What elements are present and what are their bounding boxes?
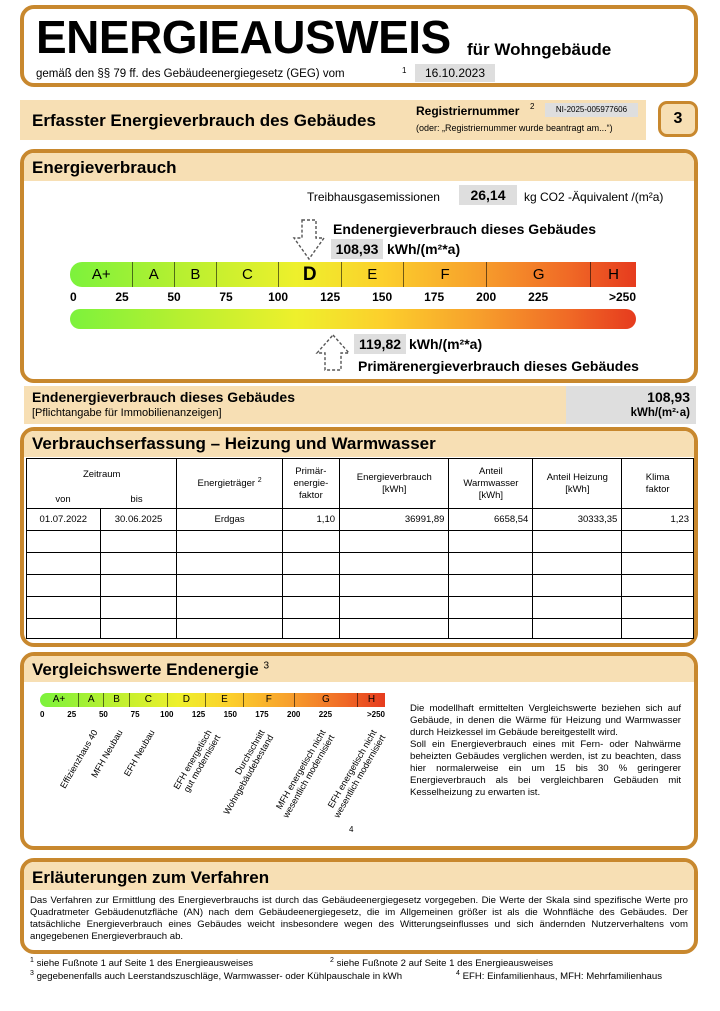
header-bis: bis — [130, 494, 143, 505]
compare-title — [32, 660, 269, 680]
reg-number: NI-2025-005977606 — [545, 103, 638, 117]
building-type-label: MFH Neubau — [89, 728, 125, 780]
class-label-d: D — [278, 262, 340, 287]
scale-tick: 125 — [320, 290, 341, 304]
class-label-c: C — [216, 262, 278, 287]
footnote-4-text: EFH: Einfamilienhaus, MFH: Mehrfamilienhaus — [462, 971, 662, 983]
header-zeitraum: Zeitraum — [82, 469, 121, 480]
building-type-label: MFH energetisch nicht wesentlich modernisiert — [274, 728, 337, 820]
cell-ww: 6658,54 — [449, 509, 533, 531]
primary-energy-indicator — [315, 334, 351, 372]
footnote-2 — [330, 957, 553, 969]
scale-tick: 100 — [268, 290, 289, 304]
explain-title: Erläuterungen zum Verfahren — [32, 868, 270, 887]
compare-title-sup: 3 — [263, 660, 270, 672]
cell-traeger: Erdgas — [177, 509, 282, 531]
table-row-empty — [27, 619, 694, 639]
class-label-f: F — [243, 693, 294, 707]
end-energy-value: 108,93 — [331, 239, 383, 259]
footnote-4 — [456, 970, 662, 982]
scale-tick: 225 — [318, 710, 333, 719]
legal-basis: gemäß den §§ 79 ff. des Gebäudeenergiegesetz (GEG) vom — [36, 68, 345, 80]
scale-tick: 125 — [191, 710, 206, 719]
footnote-3-text: gegebenenfalls auch Leerstandszuschläge, Warmwasser- oder Kühlpauschale in kWh — [36, 971, 403, 983]
scale-tick: 100 — [160, 710, 174, 719]
class-label-c: C — [129, 693, 167, 707]
compare-class-labels — [40, 693, 385, 707]
scale-tick: 175 — [424, 290, 445, 304]
header-traeger-sup: 2 — [257, 477, 262, 485]
explain-text: Das Verfahren zur Ermittlung des Energieverbrauchs ist durch das Gebäudeenergiegesetz vorgegeben. Die Werte der Skala sind spezifische Werte pro Quadratmeter Gebäudenutzfläche (AN) nach dem Gebäudeenergiegesetz, die im Allgemeinen größer ist als die Wohnfläche des Gebäudes. Der tatsächliche Energieverbrauch eines Gebäudes weicht insbesondere wegen des Witterungseinflusses und sich ändernden Nutzerverhaltens vom angegebenen Energieverbrauch ab. — [30, 895, 688, 942]
scale-tick: 75 — [219, 290, 233, 304]
class-label-e: E — [205, 693, 243, 707]
primary-energy-label: Primärenergieverbrauch dieses Gebäudes — [358, 358, 639, 374]
class-label-g: G — [294, 693, 357, 707]
building-type-label: EFH energetisch nicht wesentlich modernisiert — [325, 728, 388, 820]
scale-tick: >250 — [608, 290, 636, 304]
scale-tick: 150 — [223, 710, 237, 719]
class-label-e: E — [341, 262, 403, 287]
footnote-1 — [30, 957, 253, 969]
building-type-label: EFH Neubau — [121, 728, 157, 779]
class-label-f: F — [403, 262, 486, 287]
class-label-d: D — [167, 693, 205, 707]
scale-tick: 0 — [40, 710, 45, 719]
table-row — [27, 509, 694, 531]
endbox-label: Endenergieverbrauch dieses Gebäudes — [32, 389, 295, 405]
scale-tick: 225 — [528, 290, 549, 304]
ghg-unit: kg CO2 -Äquivalent /(m²a) — [524, 190, 664, 204]
footnote-2-mark: 2 — [330, 957, 334, 964]
endbox-unit: kWh/(m²·a) — [630, 407, 690, 419]
table-row-empty — [27, 531, 694, 553]
page-number: 3 — [658, 101, 698, 137]
end-energy-indicator — [292, 219, 326, 261]
header-von: von — [55, 494, 71, 505]
energy-title: Energieverbrauch — [32, 158, 177, 177]
primary-energy-unit: kWh/(m²*a) — [409, 336, 483, 352]
compare-ticks — [40, 710, 385, 722]
consumption-table — [26, 458, 694, 639]
endbox-note: [Pflichtangabe für Immobilienanzeigen] — [32, 407, 222, 419]
scale-tick: 175 — [255, 710, 269, 719]
cell-bis: 30.06.2025 — [100, 509, 177, 531]
header-heizung: Anteil Heizung [kWh] — [533, 459, 622, 509]
class-label-h: H — [357, 693, 385, 707]
header-primaer: Primär- energie- faktor — [282, 459, 339, 509]
building-type-label: Durchschnitt Wohngebäudebestand — [221, 728, 276, 817]
scale-tick: 75 — [130, 710, 140, 719]
section-head-title: Erfasster Energieverbrauch des Gebäudes — [32, 111, 376, 130]
end-energy-unit: kWh/(m²*a) — [387, 241, 461, 257]
footnote-1-text: siehe Fußnote 1 auf Seite 1 des Energieausweises — [36, 958, 254, 970]
endbox-value: 108,93 — [647, 389, 690, 405]
reg-sup: 2 — [530, 102, 535, 111]
class-labels — [70, 262, 636, 287]
end-energy-label: Endenergieverbrauch dieses Gebäudes — [333, 221, 596, 237]
primary-energy-value: 119,82 — [354, 334, 406, 354]
class-label-aplus: A+ — [91, 266, 111, 283]
primary-scale-bar — [70, 309, 636, 329]
class-label-a: A — [78, 693, 103, 707]
page-title: ENERGIEAUSWEIS — [36, 11, 451, 63]
scale-tick: 0 — [70, 290, 77, 304]
issue-date: 16.10.2023 — [415, 64, 495, 82]
compare-title-text: Vergleichswerte Endenergie — [32, 660, 259, 679]
header-verbrauch: Energieverbrauch [kWh] — [340, 459, 449, 509]
reg-label: Registriernummer — [416, 104, 520, 118]
building-type-label: EFH energetisch gut modernisiert — [171, 728, 223, 794]
compare-text: Die modellhaft ermittelten Vergleichswerte beziehen sich auf Gebäude, in denen die Wärme für Heizung und Warmwasser durch Heizkessel im Gebäude bereitgestellt wird. Soll ein Energieverbrauch eines mit Fern- oder Nahwärme beheizten Gebäudes verglichen werden, ist zu beachten, dass hier normalerweise ein um 15 bis 30 % geringerer Energieverbrauch als bei vergleichbaren Gebäuden mit Kesselheizung zu erwarten ist. — [410, 703, 681, 798]
compare-footnote-mark: 4 — [349, 825, 354, 834]
reg-note: (oder: „Registriernummer wurde beantragt am...“) — [416, 123, 613, 133]
scale-tick: 25 — [115, 290, 129, 304]
scale-tick: 200 — [476, 290, 497, 304]
footnote-4-mark: 4 — [456, 970, 460, 977]
header-ww: Anteil Warmwasser [kWh] — [449, 459, 533, 509]
page-subtitle: für Wohngebäude — [467, 40, 612, 59]
scale-ticks — [70, 290, 636, 306]
table-row-empty — [27, 597, 694, 619]
footnote-3-mark: 3 — [30, 970, 34, 977]
header-klima: Klima faktor — [622, 459, 694, 509]
scale-tick: >250 — [366, 710, 385, 719]
footnote-1-mark: 1 — [30, 957, 34, 964]
footnote-2-text: siehe Fußnote 2 auf Seite 1 des Energieausweises — [336, 958, 554, 970]
class-label-h: H — [590, 262, 636, 287]
class-label-b: B — [103, 693, 128, 707]
cell-faktor: 1,10 — [282, 509, 339, 531]
scale-tick: 25 — [67, 710, 77, 719]
scale-tick: 200 — [286, 710, 301, 719]
cell-heizung: 30333,35 — [533, 509, 622, 531]
footnote-3 — [30, 970, 402, 982]
compare-building-labels — [40, 722, 388, 832]
ghg-value: 26,14 — [459, 185, 517, 205]
table-row-empty — [27, 553, 694, 575]
table-row-empty — [27, 575, 694, 597]
cell-verbrauch: 36991,89 — [340, 509, 449, 531]
ghg-label: Treibhausgasemissionen — [307, 190, 440, 204]
building-type-label: Effizienzhaus 40 — [57, 728, 100, 791]
scale-tick: 50 — [167, 290, 181, 304]
class-label-aplus: A+ — [52, 694, 66, 705]
class-label-b: B — [174, 262, 216, 287]
cell-klima: 1,23 — [622, 509, 694, 531]
class-label-a: A — [132, 262, 174, 287]
scale-tick: 50 — [98, 710, 108, 719]
legal-footnote-mark: 1 — [402, 66, 407, 75]
consumption-title: Verbrauchserfassung – Heizung und Warmwasser — [32, 434, 436, 453]
cell-von: 01.07.2022 — [27, 509, 101, 531]
header-traeger: Energieträger — [197, 478, 256, 490]
scale-tick: 150 — [372, 290, 393, 304]
class-label-g: G — [486, 262, 590, 287]
